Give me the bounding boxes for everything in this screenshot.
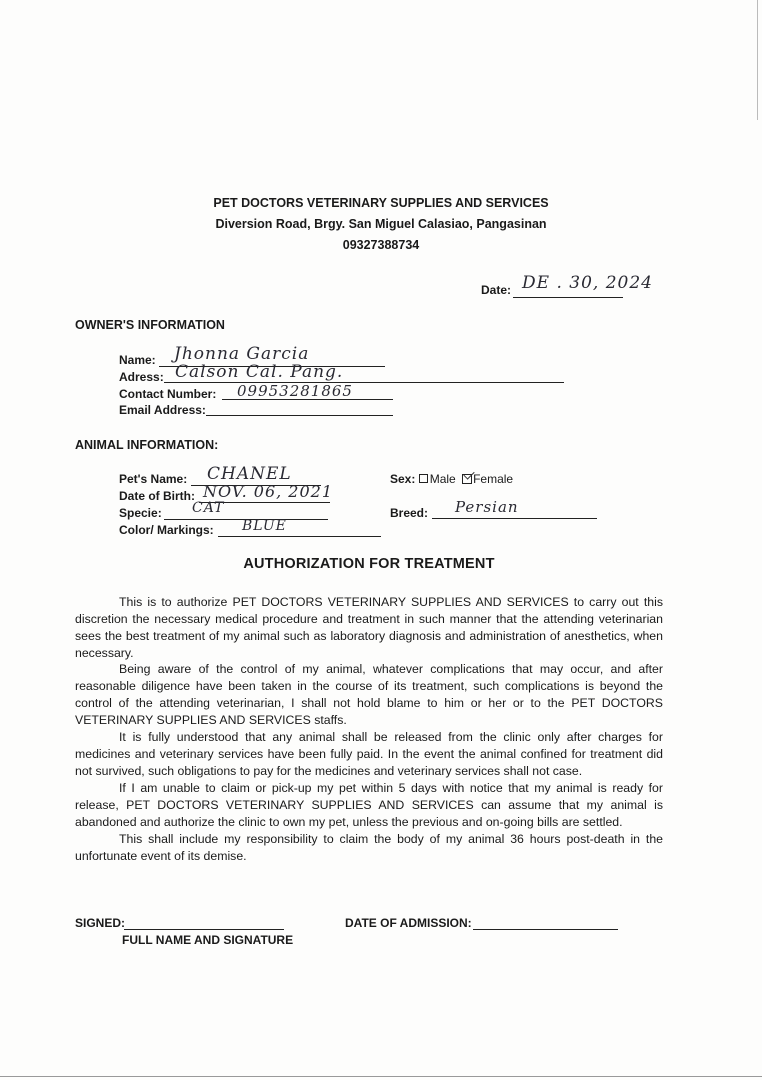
owner-address-value: Calson Cal. Pang. [175, 362, 344, 382]
dob-value: NOV. 06, 2021 [203, 482, 334, 501]
authorization-title: AUTHORIZATION FOR TREATMENT [243, 556, 495, 572]
owner-section-title: OWNER'S INFORMATION [75, 318, 225, 332]
authorization-paragraph-1: This is to authorize PET DOCTORS VETERINARY SUPPLIES AND SERVICES to carry out this discretion the necessary medical procedure and treatment in such manner that the attending veterinarian sees the best treatment of my animal such as laboratory diagnosis and administration of anesthetics, when necessary. [75, 595, 663, 660]
sex-female-checkbox[interactable] [462, 474, 472, 484]
color-label: Color/ Markings: [119, 523, 214, 537]
date-line[interactable] [513, 297, 623, 298]
admission-date-label: DATE OF ADMISSION: [345, 916, 472, 930]
sex-field[interactable] [390, 472, 513, 486]
contact-number-value: 09953281865 [237, 382, 353, 400]
full-name-signature-label: FULL NAME AND SIGNATURE [122, 933, 294, 947]
email-label: Email Address: [119, 403, 206, 417]
signed-label: SIGNED: [75, 916, 126, 930]
owner-name-value: Jhonna Garcia [174, 344, 310, 364]
specie-value: CAT [192, 500, 225, 516]
date-label: Date: [481, 283, 512, 297]
authorization-paragraph-5: This shall include my responsibility to claim the body of my animal 36 hours post-death in the unfortunate event of its demise. [75, 832, 663, 863]
dob-label: Date of Birth: [119, 489, 195, 503]
owner-name-label: Name: [119, 353, 156, 367]
signature-field[interactable] [124, 929, 284, 930]
color-value: BLUE [242, 518, 287, 534]
owner-address-label: Adress: [119, 370, 164, 384]
page-bottom-edge [0, 1076, 762, 1077]
breed-field[interactable] [432, 518, 597, 519]
pet-name-value: CHANEL [207, 464, 292, 484]
admission-date-field[interactable] [473, 929, 618, 930]
authorization-paragraph-3: It is fully understood that any animal shall be released from the clinic only after charges for medicines and veterinary services have been fully paid. In the event the animal confined for treatment did not survived, such obligations to pay for the medicines and veterinary services shall not case. [75, 730, 663, 778]
color-field[interactable] [218, 536, 381, 537]
date-value: DE . 30, 2024 [522, 273, 653, 293]
clinic-phone: 09327388734 [342, 238, 420, 252]
sex-label: Sex: [390, 472, 416, 486]
authorization-paragraph-4: If I am unable to claim or pick-up my pet within 5 days with notice that my animal is ready for release, PET DOCTORS VETERINARY SUPPLIES AND SERVICES can assume that my animal is abandoned and authorize the clinic to own my pet, unless the previous and on-going bills are settled. [75, 781, 663, 829]
clinic-name: PET DOCTORS VETERINARY SUPPLIES AND SERVICES [213, 196, 549, 210]
sex-male-checkbox[interactable] [419, 474, 428, 483]
sex-female-label: Female [473, 472, 514, 486]
clinic-header [0, 193, 762, 256]
sex-male-label: Male [429, 472, 456, 486]
owner-address-field[interactable] [164, 382, 564, 383]
page-edge-line [757, 0, 758, 120]
email-field[interactable] [206, 415, 393, 416]
contact-number-label: Contact Number: [119, 387, 217, 401]
breed-value: Persian [455, 498, 519, 516]
authorization-paragraph-2: Being aware of the control of my animal, whatever complications that may occur, and after reasonable diligence have been taken in the course of its treatment, such complications is beyond the control of the attending veterinarian, I shall not hold blame to him or her or to the PET DOCTORS VETERINARY SUPPLIES AND SERVICES staffs. [75, 662, 663, 727]
pet-name-label: Pet's Name: [119, 472, 188, 486]
specie-label: Specie: [119, 506, 162, 520]
animal-section-title: ANIMAL INFORMATION: [75, 438, 219, 452]
clinic-address: Diversion Road, Brgy. San Miguel Calasiao, Pangasinan [215, 217, 547, 231]
breed-label: Breed: [390, 506, 429, 520]
